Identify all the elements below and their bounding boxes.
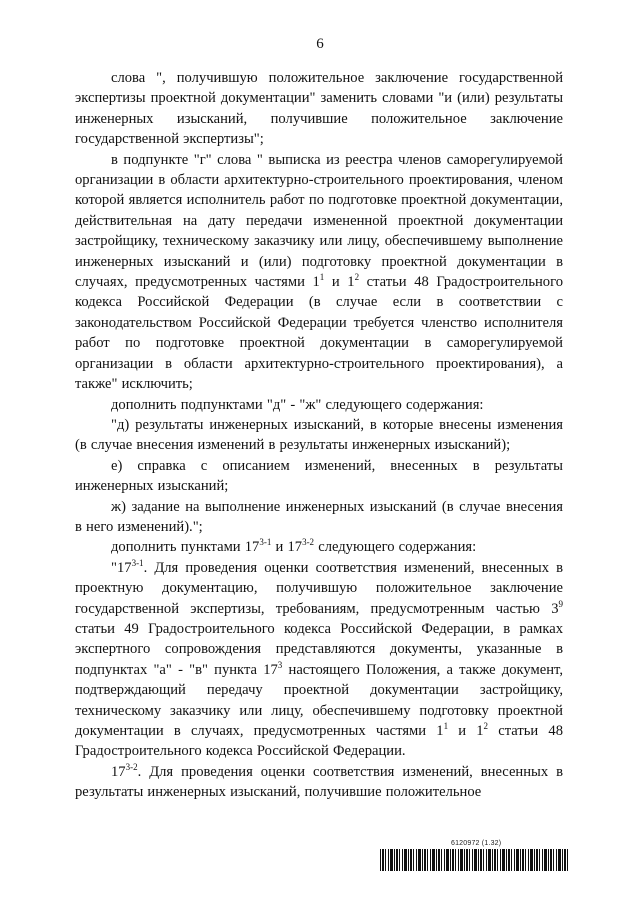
barcode-icon <box>380 849 568 871</box>
page-number: 6 <box>316 36 324 52</box>
paragraph: е) справка с описанием изменений, внесенных в результаты инженерных изысканий; <box>75 457 563 495</box>
paragraph: "17$^{3-1}$. Для проведения оценки соответствия изменений, внесенных в проектную документацию, получившую положительное заключение государственной экспертизы, требованиям, предусмотренным частью $3^9$ статьи 49 Градостроительного кодекса Российской Федерации, в рамках экспертного сопровождения представляются документы, указанные в подпунктах "а" - "в" пункта $17^3$ настоящего Положения, а также документ, подтверждающий передачу проектной документации застройщику, техническому заказчику или лицу, обеспечившему подготовку проектной документации в случаях, предусмотренных частями $1^1$ и $1^2$ статьи 48 Градостроительного кодекса Российской Федерации. <box>75 557 563 760</box>
document-code: 6120972 (1.32) <box>451 840 502 847</box>
paragraph: в подпункте "г" слова " выписка из реестра членов саморегулируемой организации в области архитектурно-строительного проектирования, членом которой является исполнитель работ по подготовке проектной документации, действительная на дату передачи измененной проектной документации застройщику, техническому заказчику или лицу, обеспечившему выполнение инженерных изысканий и (или) подготовку проектной документации в случаях, предусмотренных частями $1^1$ и $1^2$ статьи 48 Градостроительного кодекса Российской Федерации (в случае если в соответствии с законодательством Российской Федерации требуется членство исполнителя работ по подготовке проектной документации в саморегулируемой организации в области архитектурно-строительного проектирования), а также" исключить; <box>75 151 563 393</box>
paragraph: дополнить пунктами 17$^{3-1}$ и 17$^{3-2}$ следующего содержания: <box>111 537 477 556</box>
paragraph: 17$^{3-2}$. Для проведения оценки соответствия изменений, внесенных в результаты инженерных изысканий, получившие положительное <box>75 761 563 801</box>
paragraph: ж) задание на выполнение инженерных изысканий (в случае внесения в него изменений)."; <box>75 498 563 535</box>
document-body <box>75 68 563 803</box>
paragraph: дополнить подпунктами "д" - "ж" следующего содержания: <box>111 396 484 413</box>
paragraph: слова ", получившую положительное заключение государственной экспертизы проектной документации" заменить словами "и (или) результаты инженерных изысканий, получившие положительное заключение государственной экспертизы"; <box>75 70 563 148</box>
paragraph: "д) результаты инженерных изысканий, в которые внесены изменения (в случае внесения изменений в результаты инженерных изысканий); <box>75 416 563 454</box>
